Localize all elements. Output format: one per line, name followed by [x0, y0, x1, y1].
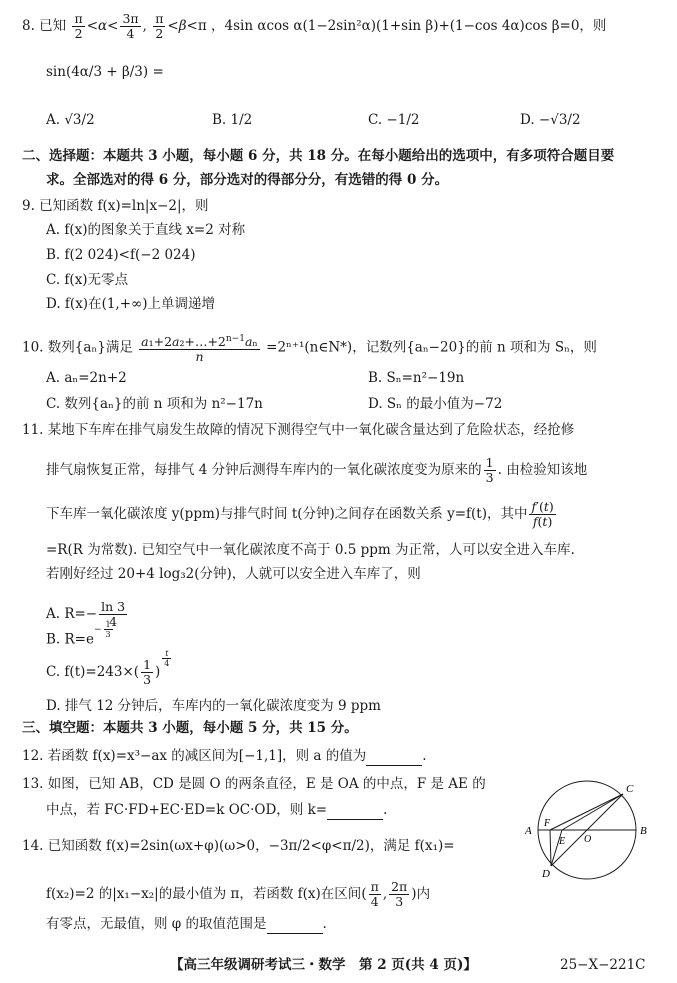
q10-option-d: D. Sₙ 的最小值为−72 — [368, 396, 503, 412]
q13-line1: 13. 如图，已知 AB，CD 是圆 O 的两条直径，E 是 OA 的中点，F 是 AE 的 — [22, 776, 486, 792]
q10-option-c: C. 数列{aₙ}的前 n 项和为 n²−17n — [46, 396, 263, 412]
q11-line2: 排气扇恢复正常，每排气 4 分钟后测得车库内的一氧化碳浓度变为原来的 $\frac{1}{3}$ . 由检验知该地 — [46, 455, 588, 485]
q14-line1: 14. 已知函数 f(x)=2sin(ωx+φ)(ω>0，−3π/2<φ<π/2)，满足 f(x₁)= — [22, 838, 455, 854]
section3-heading: 三、填空题：本题共 3 小题，每小题 5 分，共 15 分。 — [22, 720, 358, 736]
q10-stem: 10. 数列{aₙ}满足 $\frac{a_1+2a_2+\dots+2^{n-1}a_n}{n}$ =2ⁿ⁺¹(n∈N*)，记数列{aₙ−20}的前 n 项和为 Sₙ，则 — [22, 334, 597, 365]
q9-option-b: B. f(2 024)<f(−2 024) — [46, 247, 196, 263]
label-e: E — [559, 836, 566, 847]
q14-line3: 有零点，无最值，则 φ 的取值范围是 . — [46, 916, 327, 932]
q12: 12. 若函数 f(x)=x³−ax 的减区间为[−1,1]，则 a 的值为 . — [22, 748, 427, 764]
q11-option-a: A. R=− $\frac{\ln 3}{4}$ — [46, 599, 126, 629]
label-f: F — [544, 818, 551, 829]
q11-option-c: C. f(t)=243×( $\frac{1}{3}$ ) $^{\frac{t}{4}}$ — [46, 648, 170, 687]
section2-heading-line2: 求。全部选对的得 6 分，部分选对的得部分分，有选错的得 0 分。 — [46, 172, 449, 188]
q11-line3: 下车库一氧化碳浓度 y(ppm)与排气时间 t(分钟)之间存在函数关系 y=f(t)，其中 $\frac{f'(t)}{f(t)}$ — [46, 499, 554, 529]
label-b: B — [640, 825, 647, 837]
q13-answer-blank[interactable] — [327, 805, 383, 820]
q10-option-b: B. Sₙ=n²−19n — [368, 370, 465, 386]
q9-option-c: C. f(x)无零点 — [46, 272, 129, 288]
footer-code: 25−X−221C — [560, 957, 646, 973]
q8-condition: ，4sin αcos α(1−2sin²α)(1+sin β)+(1−cos 4α)cos β=0，则 — [211, 18, 607, 34]
segment-fc — [550, 794, 623, 830]
q11-line5: 若刚好经过 20+4 log₃2(分钟)，人就可以安全进入车库了，则 — [46, 566, 421, 582]
q8-option-c: C. −1/2 — [368, 112, 420, 128]
footer-title: 【高三年级调研考试三・数学 第 2 页(共 4 页)】 — [170, 957, 477, 973]
q11-option-b: B. $R=e^{- \frac{1}{3}}$ — [46, 620, 111, 648]
circle-figure — [522, 776, 662, 886]
q11-line1: 11. 某地下车库在排气扇发生故障的情况下测得空气中一氧化碳含量达到了危险状态，经抢修 — [22, 422, 575, 438]
q12-answer-blank[interactable] — [366, 751, 422, 766]
q11-option-d: D. 排气 12 分钟后，车库内的一氧化碳浓度变为 9 ppm — [46, 698, 381, 714]
label-d: D — [542, 868, 550, 880]
q8-option-a: A. √3/2 — [46, 112, 95, 128]
q8-prefix: 8. 已知 — [22, 18, 67, 34]
q9-option-d: D. f(x)在(1,+∞)上单调递增 — [46, 296, 216, 312]
q10-option-a: A. aₙ=2n+2 — [46, 370, 127, 386]
q14-line2: f(x₂)=2 的|x₁−x₂|的最小值为 π，若函数 f(x)在区间( $\frac{\pi}{4}$ , $\frac{2\pi}{3}$ )内 — [46, 879, 431, 909]
q8-line1: 8. 已知 $\frac{\pi}{2}$ <α< $\frac{3\pi}{4}$ , $\frac{\pi}{2}$ <β<π ，4sin αcos α(1−2sin²α)(1+sin β)+(1−cos 4α)cos β=0，则 — [22, 11, 607, 41]
q8-line2: sin(4α/3 + β/3) = — [46, 64, 164, 80]
q14-answer-blank[interactable] — [267, 919, 323, 934]
segment-fd — [550, 830, 551, 866]
label-a: A — [525, 825, 532, 837]
q13-line2: 中点，若 FC·FD+EC·ED=k OC·OD，则 k= . — [46, 802, 388, 818]
q9-option-a: A. f(x)的图象关于直线 x=2 对称 — [46, 222, 246, 238]
q9-stem: 9. 已知函数 f(x)=ln|x−2|，则 — [22, 198, 209, 214]
label-o: O — [584, 834, 592, 845]
section2-heading-line1: 二、选择题：本题共 3 小题，每小题 6 分，共 18 分。在每小题给出的选项中，有多项符合题目要 — [22, 148, 615, 164]
q11-line4: =R(R 为常数). 已知空气中一氧化碳浓度不高于 0.5 ppm 为正常，人可以安全进入车库. — [46, 542, 575, 558]
label-c: C — [626, 783, 634, 795]
q8-option-b: B. 1/2 — [212, 112, 253, 128]
q8-option-d: D. −√3/2 — [520, 112, 581, 128]
